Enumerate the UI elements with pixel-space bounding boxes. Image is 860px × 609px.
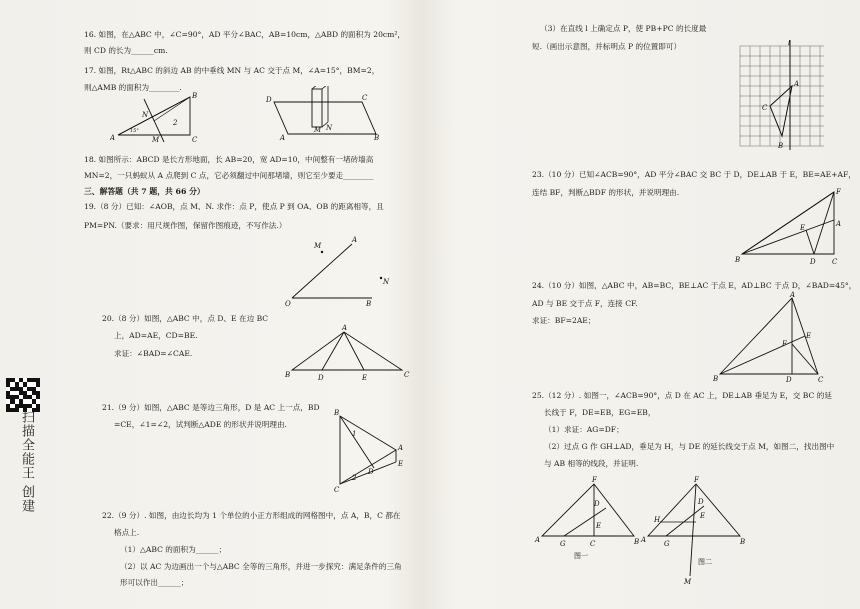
question-24-line3: 求证：BF=2AE； (532, 316, 596, 325)
svg-text:N: N (142, 111, 149, 119)
question-17-line2: 则△AMB 的面积为________. (84, 83, 182, 92)
svg-text:A: A (794, 80, 800, 88)
svg-text:D: D (266, 96, 272, 104)
figure-two-caption: 图二 (698, 558, 712, 566)
svg-text:A: A (398, 444, 404, 452)
svg-text:B: B (366, 300, 372, 308)
svg-text:A: A (342, 324, 348, 332)
figure-q23 (734, 186, 848, 266)
svg-text:H: H (654, 516, 661, 524)
svg-text:B: B (334, 409, 340, 417)
svg-text:D: D (698, 498, 704, 506)
question-24-line2: AD 与 BE 交于点 F，连接 CF. (532, 299, 638, 308)
question-18-line1: 18. 如图所示：ABCD 是长方形地面，长 AB=20，宽 AD=10，中间整有一堵砖墙高 (84, 155, 374, 164)
svg-text:M: M (152, 136, 160, 144)
svg-text:B: B (713, 375, 719, 383)
question-25-part2: （2）过点 G 作 GH⊥AD，垂足为 H，与 DE 的延长线交于点 M，如图二，找出图中 (544, 442, 835, 451)
svg-text:E: E (806, 332, 812, 340)
svg-text:A: A (641, 536, 647, 544)
svg-text:E: E (362, 374, 368, 382)
svg-text:O: O (285, 300, 291, 308)
svg-text:F: F (592, 476, 597, 484)
svg-text:A: A (110, 134, 116, 142)
svg-text:A: A (280, 134, 286, 142)
question-20-line3: 求证：∠BAD=∠CAE. (114, 349, 193, 358)
question-18-line2: MN=2，一只蚂蚁从 A 点爬到 C 点，它必须翻过中间那堵墙，则它至少要走________ (84, 171, 374, 180)
figure-q25-one (534, 476, 646, 562)
svg-text:C: C (590, 540, 596, 548)
svg-text:A: A (535, 536, 541, 544)
svg-text:B: B (735, 256, 741, 264)
question-25-line1: 25.（12 分）. 如图一，∠ACB=90°，点 D 在 AC 上，DE⊥AB 垂足为 E，交 BC 的延 (532, 391, 832, 400)
question-17-line1: 17. 如图，Rt△ABC 的斜边 AB 的中垂线 MN 与 AC 交于点 M，∠A=15°，BM=2， (84, 66, 380, 75)
question-19-line2: PM=PN.（要求：用尺规作图，保留作图痕迹，不写作法.） (84, 221, 287, 230)
svg-text:D: D (318, 374, 324, 382)
svg-text:D: D (786, 376, 792, 384)
svg-text:C: C (832, 258, 838, 266)
svg-text:C: C (334, 486, 340, 494)
svg-text:N: N (383, 278, 390, 286)
question-19-line1: 19.（8 分）已知：∠AOB，点 M、N. 求作：点 P，使点 P 到 OA、OB 的距离相等，且 (84, 202, 384, 211)
svg-text:D: D (368, 468, 374, 476)
scanner-watermark: 扫描全能王 创建 (19, 410, 34, 514)
svg-text:C: C (762, 104, 768, 112)
qr-code-icon (6, 378, 40, 412)
figure-q17 (110, 92, 220, 144)
question-22-part3-line1: （3）在直线 l 上确定点 P，使 PB+PC 的长度最 (540, 24, 707, 33)
svg-text:M: M (684, 578, 692, 586)
question-21-line1: 21.（9 分）如图，△ABC 是等边三角形，D 是 AC 上一点，BD (102, 403, 320, 412)
question-22-part2-line2: 形可以作出______； (120, 578, 189, 587)
svg-text:1: 1 (352, 430, 357, 438)
figure-q21 (332, 408, 412, 494)
svg-text:A: A (836, 220, 842, 228)
svg-text:C: C (362, 94, 368, 102)
question-23-line1: 23.（10 分）已知∠ACB=90°，AD 平分∠BAC 交 BC 于 D，DE⊥AB 于 E，BE=AE+AF， (532, 170, 856, 179)
svg-text:B: B (740, 538, 746, 546)
svg-text:E: E (596, 522, 602, 530)
svg-text:N: N (326, 124, 333, 132)
figure-one-caption: 图一 (574, 552, 588, 560)
figure-q22-grid (736, 40, 830, 156)
svg-text:E: E (398, 460, 404, 468)
question-20-line1: 20.（8 分）如图，△ABC 中，点 D、E 在边 BC (102, 314, 269, 323)
svg-text:B: B (374, 134, 380, 142)
question-16-line1: 16. 如图，在△ABC 中，∠C=90°，AD 平分∠BAC，AB=10cm，△ABD 的面积为 20cm²， (84, 30, 406, 39)
svg-text:C: C (404, 371, 410, 379)
svg-text:l: l (788, 40, 791, 47)
figure-q18 (262, 86, 382, 142)
question-22-line2: 格点上. (114, 528, 140, 537)
question-16-line2: 则 CD 的长为______cm. (84, 46, 168, 55)
question-21-line2: =CE，∠1=∠2，试判断△ADE 的形状并说明理由. (114, 420, 287, 429)
svg-text:A: A (352, 236, 358, 244)
question-25-part1: （1）求证：AG=DF； (544, 425, 624, 434)
svg-text:F: F (694, 476, 699, 484)
figure-q20 (284, 322, 410, 382)
section-3-heading: 三、解答题（共 7 题，共 66 分） (84, 187, 205, 196)
question-20-line2: 上，AD=AE，CD=BE. (114, 331, 198, 340)
svg-text:A: A (790, 291, 796, 299)
question-22-part2: （2）以 AC 为边画出一个与△ABC 全等的三角形，并进一步探究：满足条件的三角 (120, 562, 402, 571)
question-22-line1: 22.（9 分）. 如图，由边长均为 1 个单位的小正方形组成的网格图中，点 A，B，C 都在 (102, 511, 401, 520)
svg-text:D: D (810, 258, 816, 266)
question-23-line2: 连结 BF，判断△BDF 的形状，并说明理由. (532, 188, 680, 197)
svg-text:2: 2 (173, 119, 178, 127)
svg-text:2: 2 (352, 474, 357, 482)
svg-text:C: C (192, 136, 198, 144)
svg-text:M: M (314, 126, 322, 134)
svg-text:D: D (594, 500, 600, 508)
svg-text:E: E (700, 512, 706, 520)
svg-text:B: B (778, 142, 784, 150)
figure-q19 (282, 232, 397, 308)
svg-text:B: B (192, 92, 198, 100)
svg-text:B: B (285, 371, 291, 379)
svg-text:G: G (560, 540, 566, 548)
question-25-line2: 长线于 F，DE=EB，EG=EB， (544, 408, 656, 417)
svg-text:G: G (664, 540, 670, 548)
question-22-part1: （1）△ABC 的面积为______； (120, 545, 227, 554)
question-22-part3-line2: 短.（画出示意图，并标明点 P 的位置即可） (532, 42, 682, 51)
svg-text:M: M (314, 242, 322, 250)
svg-text:F: F (836, 188, 841, 196)
svg-text:15°: 15° (130, 128, 139, 134)
figure-q24 (712, 290, 832, 384)
svg-text:B: B (634, 538, 640, 546)
figure-q25-two (640, 476, 752, 586)
svg-text:C: C (818, 376, 824, 384)
question-25-part2-line2: 与 AB 相等的线段，并证明. (544, 459, 639, 468)
svg-text:F: F (782, 340, 787, 348)
question-24-line1: 24.（10 分）如图，△ABC 中，AB=BC，BE⊥AC 于点 E，AD⊥BC 于点 D，∠BAD=45°， (532, 281, 857, 290)
svg-text:E: E (800, 224, 806, 232)
